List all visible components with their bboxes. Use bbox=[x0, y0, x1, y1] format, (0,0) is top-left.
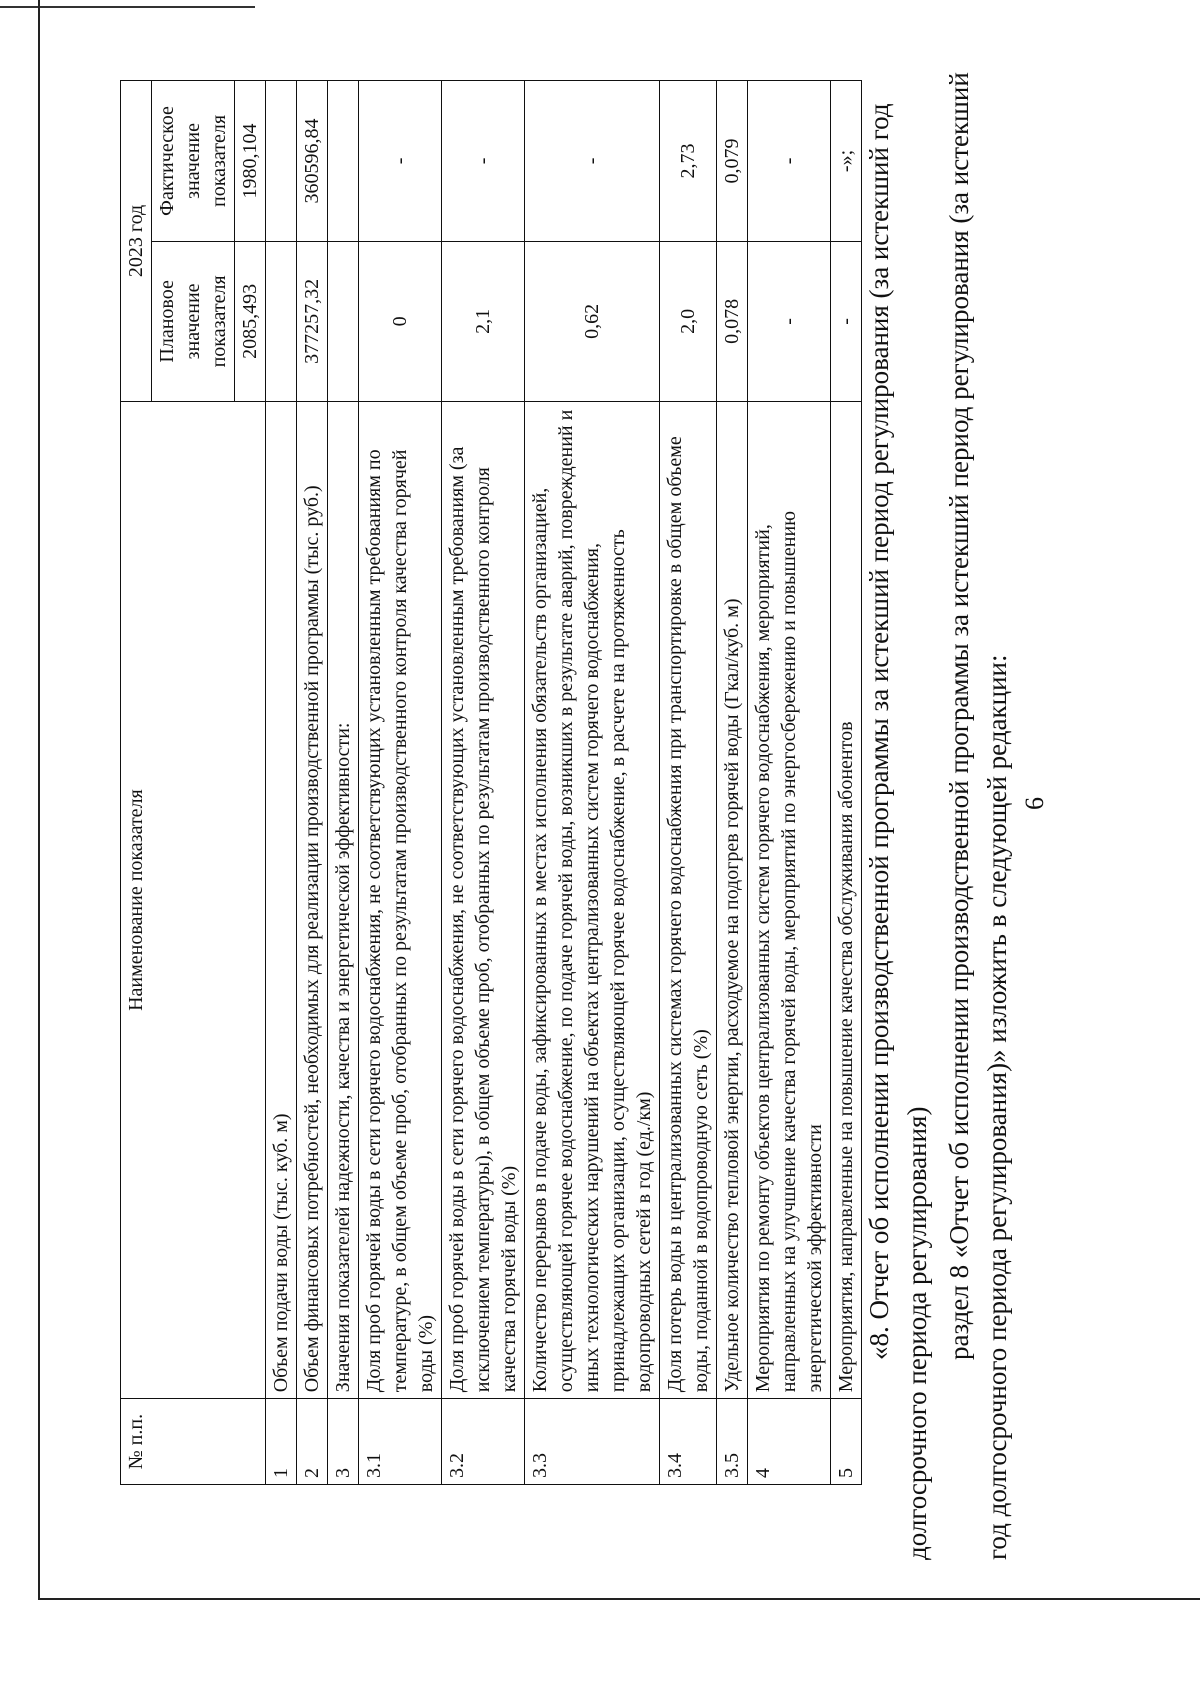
intro-paragraph-2: «8. Отчет об исполнении производственной программы за истекший период регулирования (за истекший год долгосрочного периода регулирования) bbox=[864, 103, 932, 1560]
row-fact-cell: - bbox=[359, 81, 442, 242]
row-fact-cell: 360596,84 bbox=[297, 81, 328, 242]
row-plan-cell: 0,62 bbox=[525, 241, 660, 401]
row-plan-cell: 2,0 bbox=[660, 241, 717, 401]
row-plan-cell: 0,078 bbox=[717, 241, 748, 401]
row-fact-cell: - bbox=[748, 81, 831, 242]
table-row bbox=[717, 81, 748, 1485]
header-fact-value: 1980,104 bbox=[235, 81, 266, 242]
row-num-cell: 3.2 bbox=[442, 1399, 525, 1485]
row-plan-cell: - bbox=[831, 241, 862, 401]
row-name-cell: Мероприятия, направленные на повышение качества обслуживания абонентов bbox=[831, 401, 862, 1398]
table-row bbox=[297, 81, 328, 1485]
row-name-cell: Доля проб горячей воды в сети горячего водоснабжения, не соответствующих установленным требованиям по температуре, в общем объеме проб, отобранных по результатам производственного контроля качества горячей воды (%) bbox=[359, 401, 442, 1398]
row-num-cell: 1 bbox=[266, 1399, 297, 1485]
table-row bbox=[266, 81, 297, 1485]
row-fact-cell: - bbox=[525, 81, 660, 242]
row-plan-cell: 0 bbox=[359, 241, 442, 401]
row-plan-cell bbox=[328, 241, 359, 401]
row-fact-cell bbox=[266, 81, 297, 242]
row-num-cell: 3.3 bbox=[525, 1399, 660, 1485]
row-name-cell: Доля потерь воды в централизованных системах горячего водоснабжения при транспортировке в общем объеме воды, поданной в водопроводную сеть (%) bbox=[660, 401, 717, 1398]
header-num: № п.п. bbox=[121, 1399, 266, 1485]
intro-paragraph-1: раздел 8 «Отчет об исполнении производственной программы за истекший период регулирования (за истекший год долгосрочного периода регулирования)» изложить в следующей редакции: bbox=[944, 72, 1012, 1560]
table-row bbox=[328, 81, 359, 1485]
row-fact-cell: 2,73 bbox=[660, 81, 717, 242]
table-row bbox=[660, 81, 717, 1485]
header-plan: Плановое значение показателя bbox=[152, 241, 235, 401]
table-row bbox=[359, 81, 442, 1485]
header-plan-value: 2085,493 bbox=[235, 241, 266, 401]
row-name-cell: Мероприятия по ремонту объектов централизованных систем горячего водоснабжения, мероприятий, направленных на улучшение качества горячей воды, мероприятий по энергосбережению и повышению энергетической эффективности bbox=[748, 401, 831, 1398]
row-num-cell: 3.5 bbox=[717, 1399, 748, 1485]
row-num-cell: 5 bbox=[831, 1399, 862, 1485]
row-name-cell: Количество перерывов в подаче воды, зафиксированных в местах исполнения обязательств организацией, осуществляющей горячее водоснабжение, по подаче горячей воды, возникших в результате аварий, повреждений и иных технологических нарушений на объектах централизованных систем горячего водоснабжения, принадлежащих организации, осуществляющей горячее водоснабжение, в расчете на протяженность водопроводных сетей в год (ед./км) bbox=[525, 401, 660, 1398]
row-name-cell: Удельное количество тепловой энергии, расходуемое на подогрев горячей воды (Гкал/куб. м) bbox=[717, 401, 748, 1398]
header-fact: Фактическое значение показателя bbox=[152, 81, 235, 242]
row-name-cell: Объем финансовых потребностей, необходимых для реализации производственной программы (тыс. руб.) bbox=[297, 401, 328, 1398]
page-number: 6 bbox=[1020, 797, 1049, 810]
table-header-row bbox=[121, 81, 152, 1485]
row-fact-cell: 0,079 bbox=[717, 81, 748, 242]
row-plan-cell: - bbox=[748, 241, 831, 401]
row-num-cell: 3.1 bbox=[359, 1399, 442, 1485]
row-num-cell: 2 bbox=[297, 1399, 328, 1485]
rotated-content bbox=[20, 0, 1180, 1600]
header-year: 2023 год bbox=[121, 81, 152, 402]
table-row bbox=[748, 81, 831, 1485]
row-plan-cell: 377257,32 bbox=[297, 241, 328, 401]
row-num-cell: 4 bbox=[748, 1399, 831, 1485]
table-row bbox=[525, 81, 660, 1485]
row-num-cell: 3.4 bbox=[660, 1399, 717, 1485]
table-row bbox=[831, 81, 862, 1485]
row-num-cell: 3 bbox=[328, 1399, 359, 1485]
row-plan-cell: 2,1 bbox=[442, 241, 525, 401]
report-table-body bbox=[121, 81, 862, 1485]
table-row bbox=[442, 81, 525, 1485]
row-fact-cell bbox=[328, 81, 359, 242]
row-name-cell: Доля проб горячей воды в сети горячего водоснабжения, не соответствующих установленным требованиям (за исключением температуры), в общем объеме проб, отобранных по результатам производственного контроля качества горячей воды (%) bbox=[442, 401, 525, 1398]
row-name-cell: Объем подачи воды (тыс. куб. м) bbox=[266, 401, 297, 1398]
row-name-cell: Значения показателей надежности, качества и энергетической эффективности: bbox=[328, 401, 359, 1398]
row-fact-cell: - bbox=[442, 81, 525, 242]
row-fact-cell: -»; bbox=[831, 81, 862, 242]
report-table bbox=[120, 80, 862, 1485]
header-name: Наименование показателя bbox=[121, 401, 266, 1398]
row-plan-cell bbox=[266, 241, 297, 401]
